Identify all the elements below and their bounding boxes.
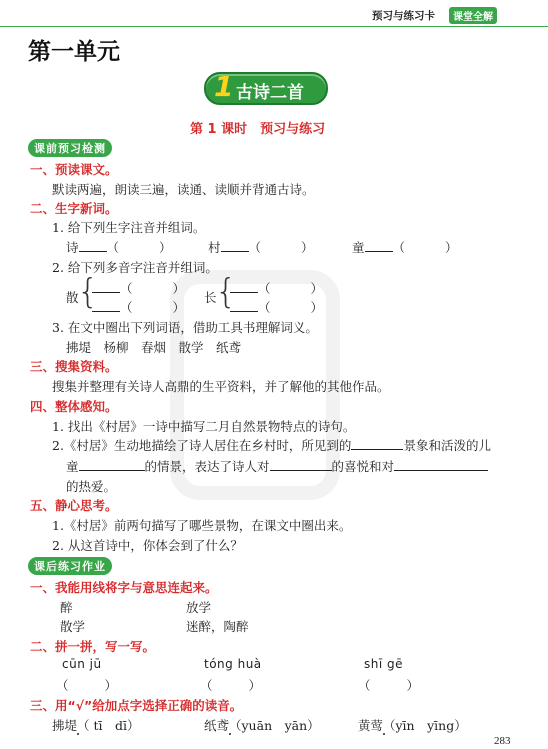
s2-q3: 3. 在文中圈出下列词语，借助工具书理解词义。 (52, 320, 318, 335)
reading-choice[interactable]: 黄莺（yīn yīng） (358, 718, 467, 733)
s2-title: 二、生字新词。 (30, 201, 118, 216)
after-tab: 课后练习作业 (28, 557, 112, 575)
s4-q2-line2: 童 的情景，表达了诗人对 的喜悦和对 (66, 457, 488, 475)
page-number: 283 (494, 735, 511, 747)
pinyin-blank[interactable] (221, 240, 249, 252)
match-right-item[interactable]: 迷醉，陶醉 (186, 619, 249, 634)
match-right-item[interactable]: 放学 (186, 600, 212, 615)
poly-line: （ ） (92, 298, 185, 316)
write-box[interactable]: （ ） (56, 678, 118, 693)
char-label: 村 (208, 240, 221, 255)
answer-blank[interactable] (394, 459, 488, 471)
write-box[interactable]: （ ） (200, 678, 262, 693)
reading-choice[interactable]: 拂堤（ tī dī） (52, 718, 140, 733)
write-box[interactable]: （ ） (358, 678, 420, 693)
header-rule (0, 26, 548, 27)
char-label: 诗 (66, 240, 79, 255)
lesson-subtitle: 第 1 课时 预习与练习 (190, 122, 326, 137)
p2-title: 二、拼一拼，写一写。 (30, 639, 156, 654)
s5-title: 五、静心思考。 (30, 498, 118, 513)
pinyin-label: cūn jū (62, 657, 102, 671)
s2-q2: 2. 给下列多音字注音并组词。 (52, 260, 218, 275)
s3-title: 三、搜集资料。 (30, 359, 118, 374)
answer-blank[interactable] (270, 459, 332, 471)
lesson-number: 1 (214, 70, 234, 103)
poly-line: （ ） (92, 279, 185, 297)
answer-blank[interactable] (79, 459, 145, 471)
s2-words: 拂堤 杨柳 春烟 散学 纸鸢 (66, 340, 242, 355)
s3-body: 搜集并整理有关诗人高鼎的生平资料，并了解他的其他作品。 (52, 379, 390, 394)
p1-title: 一、我能用线将字与意思连起来。 (30, 580, 218, 595)
char-row-item: 村 （ ） (208, 240, 314, 255)
header-label: 预习与练习卡 (372, 10, 435, 22)
poly-line: （ ） (230, 279, 323, 297)
preview-tab: 课前预习检测 (28, 139, 112, 157)
brace-icon: { (77, 272, 99, 312)
poly-line: （ ） (230, 298, 323, 316)
p3-title: 三、用“√”给加点字选择正确的读音。 (30, 698, 243, 713)
s4-q1: 1. 找出《村居》一诗中描写二月自然景物特点的诗句。 (52, 419, 356, 434)
pinyin-blank[interactable] (365, 240, 393, 252)
s4-q2-line3: 的热爱。 (66, 479, 117, 494)
pinyin-blank[interactable] (79, 240, 107, 252)
pinyin-label: shī gē (364, 657, 404, 671)
s2-q1: 1. 给下列生字注音并组词。 (52, 220, 206, 235)
header-badge: 课堂全解 (449, 7, 497, 24)
s5-q1: 1.《村居》前两句描写了哪些景物，在课文中圈出来。 (52, 518, 352, 533)
answer-blank[interactable] (351, 438, 403, 450)
poly-char: 长 (204, 290, 217, 305)
brace-icon: { (215, 272, 237, 312)
emphasis-dot (229, 733, 231, 735)
unit-title: 第一单元 (28, 39, 120, 65)
s4-title: 四、整体感知。 (30, 399, 118, 414)
emphasis-dot (383, 733, 385, 735)
lesson-name: 古诗二首 (236, 83, 304, 103)
s5-q2: 2. 从这首诗中，你体会到了什么？ (52, 538, 243, 553)
pinyin-label: tóng huà (204, 657, 262, 671)
match-left-item[interactable]: 醉 (60, 600, 73, 615)
match-left-item[interactable]: 散学 (60, 619, 86, 634)
reading-choice[interactable]: 纸鸢（yuān yān） (204, 718, 320, 733)
s1-body: 默读两遍，朗读三遍，读通、读顺并背通古诗。 (52, 182, 315, 197)
emphasis-dot (77, 733, 79, 735)
char-row-item: 童 （ ） (352, 240, 458, 255)
char-label: 童 (352, 240, 365, 255)
s1-title: 一、预读课文。 (30, 162, 118, 177)
s4-q2-line1: 2.《村居》生动地描绘了诗人居住在乡村时，所见到的 景象和活泼的儿 (52, 438, 491, 453)
char-row-item: 诗 （ ） (66, 240, 172, 255)
poly-char: 散 (66, 290, 79, 305)
